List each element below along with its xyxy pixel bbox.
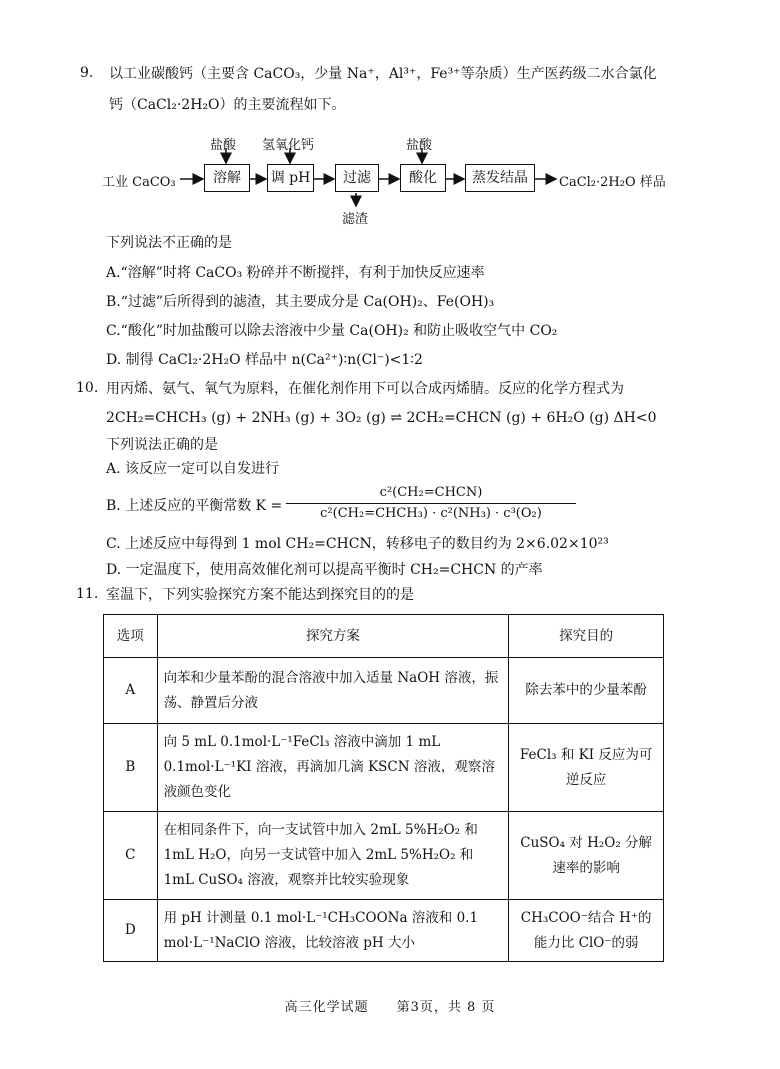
q10-question: 下列说法正确的是 xyxy=(106,437,218,453)
row-a-goal: 除去苯中的少量苯酚 xyxy=(509,658,664,724)
page-footer: 高三化学试题 第3页，共 8 页 xyxy=(284,1000,496,1015)
flow-input-caoh2: 氢氧化钙 xyxy=(262,138,315,153)
row-d-goal: CH₃COO⁻结合 H⁺的能力比 ClO⁻的弱 xyxy=(509,900,664,962)
q9-flow-diagram xyxy=(100,134,720,234)
q9-option-b: B.“过滤”后所得到的滤渣，其主要成分是 Ca(OH)₂、Fe(OH)₃ xyxy=(106,294,495,310)
fraction-numerator: c²(CH₂=CHCN) xyxy=(379,485,483,500)
row-c-plan: 在相同条件下，向一支试管中加入 2mL 5%H₂O₂ 和 1mL H₂O，向另一支试管中加入 2mL 5%H₂O₂ 和 1mL CuSO₄ 溶液，观察并比较实验现象 xyxy=(157,812,509,900)
row-d-plan: 用 pH 计测量 0.1 mol·L⁻¹CH₃COONa 溶液和 0.1 mol·L⁻¹NaClO 溶液，比较溶液 pH 大小 xyxy=(157,900,509,962)
q10-option-b-prefix: B. 上述反应的平衡常数 K = xyxy=(106,498,283,514)
flow-box-dissolve: 溶解 xyxy=(204,164,250,192)
fraction-bar xyxy=(286,503,576,504)
table-row xyxy=(104,724,664,812)
flow-byproduct-label: 滤渣 xyxy=(342,212,369,227)
q9-question: 下列说法不正确的是 xyxy=(106,235,232,251)
row-a-option: A xyxy=(104,658,158,724)
row-a-plan: 向苯和少量苯酚的混合溶液中加入适量 NaOH 溶液，振荡、静置后分液 xyxy=(157,658,509,724)
flow-box-evaporate: 蒸发结晶 xyxy=(465,164,535,192)
q9-stem-line2: 钙（CaCl₂·2H₂O）的主要流程如下。 xyxy=(109,97,346,113)
flow-box-adjust-ph: 调 pH xyxy=(267,164,314,192)
header-goal: 探究目的 xyxy=(509,615,664,658)
equilibrium-constant-fraction xyxy=(286,484,576,523)
flow-input-hcl-1: 盐酸 xyxy=(210,138,237,153)
flow-end-label: CaCl₂·2H₂O 样品 xyxy=(559,175,666,190)
row-d-option: D xyxy=(104,900,158,962)
table-header-row xyxy=(104,615,664,658)
flow-box-acidify: 酸化 xyxy=(400,164,446,192)
q9-option-c: C.“酸化”时加盐酸可以除去溶液中少量 Ca(OH)₂ 和防止吸收空气中 CO₂ xyxy=(106,323,558,339)
header-plan: 探究方案 xyxy=(157,615,509,658)
table-row xyxy=(104,658,664,724)
q11-table xyxy=(103,614,664,962)
table-row xyxy=(104,900,664,962)
q10-option-a: A. 该反应一定可以自发进行 xyxy=(106,461,280,477)
flow-start-label: 工业 CaCO₃ xyxy=(102,175,176,190)
q9-option-a: A.“溶解”时将 CaCO₃ 粉碎并不断搅拌，有利于加快反应速率 xyxy=(106,265,485,281)
fraction-denominator: c²(CH₂=CHCH₃) · c²(NH₃) · c³(O₂) xyxy=(320,506,542,521)
q10-option-c: C. 上述反应中每得到 1 mol CH₂=CHCN，转移电子的数目约为 2×6.02×10²³ xyxy=(106,536,609,552)
flow-box-filter: 过滤 xyxy=(335,164,379,192)
q10-equation: 2CH₂=CHCH₃ (g) + 2NH₃ (g) + 3O₂ (g) ⇌ 2CH₂=CHCN (g) + 6H₂O (g) ΔH<0 xyxy=(106,410,657,426)
header-option: 选项 xyxy=(104,615,158,658)
flow-input-hcl-2: 盐酸 xyxy=(406,138,433,153)
row-c-option: C xyxy=(104,812,158,900)
q10-stem: 用丙烯、氨气、氧气为原料，在催化剂作用下可以合成丙烯腈。反应的化学方程式为 xyxy=(106,381,624,397)
q11-stem: 室温下，下列实验探究方案不能达到探究目的的是 xyxy=(106,587,414,603)
q10-option-d: D. 一定温度下，使用高效催化剂可以提高平衡时 CH₂=CHCN 的产率 xyxy=(106,562,543,578)
q9-stem-line1: 以工业碳酸钙（主要含 CaCO₃，少量 Na⁺，Al³⁺，Fe³⁺等杂质）生产医药级二水合氯化 xyxy=(109,66,657,82)
q11-number: 11. xyxy=(76,586,99,602)
table-row xyxy=(104,812,664,900)
row-b-plan: 向 5 mL 0.1mol·L⁻¹FeCl₃ 溶液中滴加 1 mL 0.1mol·L⁻¹KI 溶液，再滴加几滴 KSCN 溶液，观察溶液颜色变化 xyxy=(157,724,509,812)
q9-number: 9. xyxy=(80,65,94,81)
row-c-goal: CuSO₄ 对 H₂O₂ 分解速率的影响 xyxy=(509,812,664,900)
q9-option-d: D. 制得 CaCl₂·2H₂O 样品中 n(Ca²⁺)∶n(Cl⁻)<1∶2 xyxy=(106,352,423,368)
row-b-option: B xyxy=(104,724,158,812)
q10-number: 10. xyxy=(76,380,99,396)
row-b-goal: FeCl₃ 和 KI 反应为可逆反应 xyxy=(509,724,664,812)
